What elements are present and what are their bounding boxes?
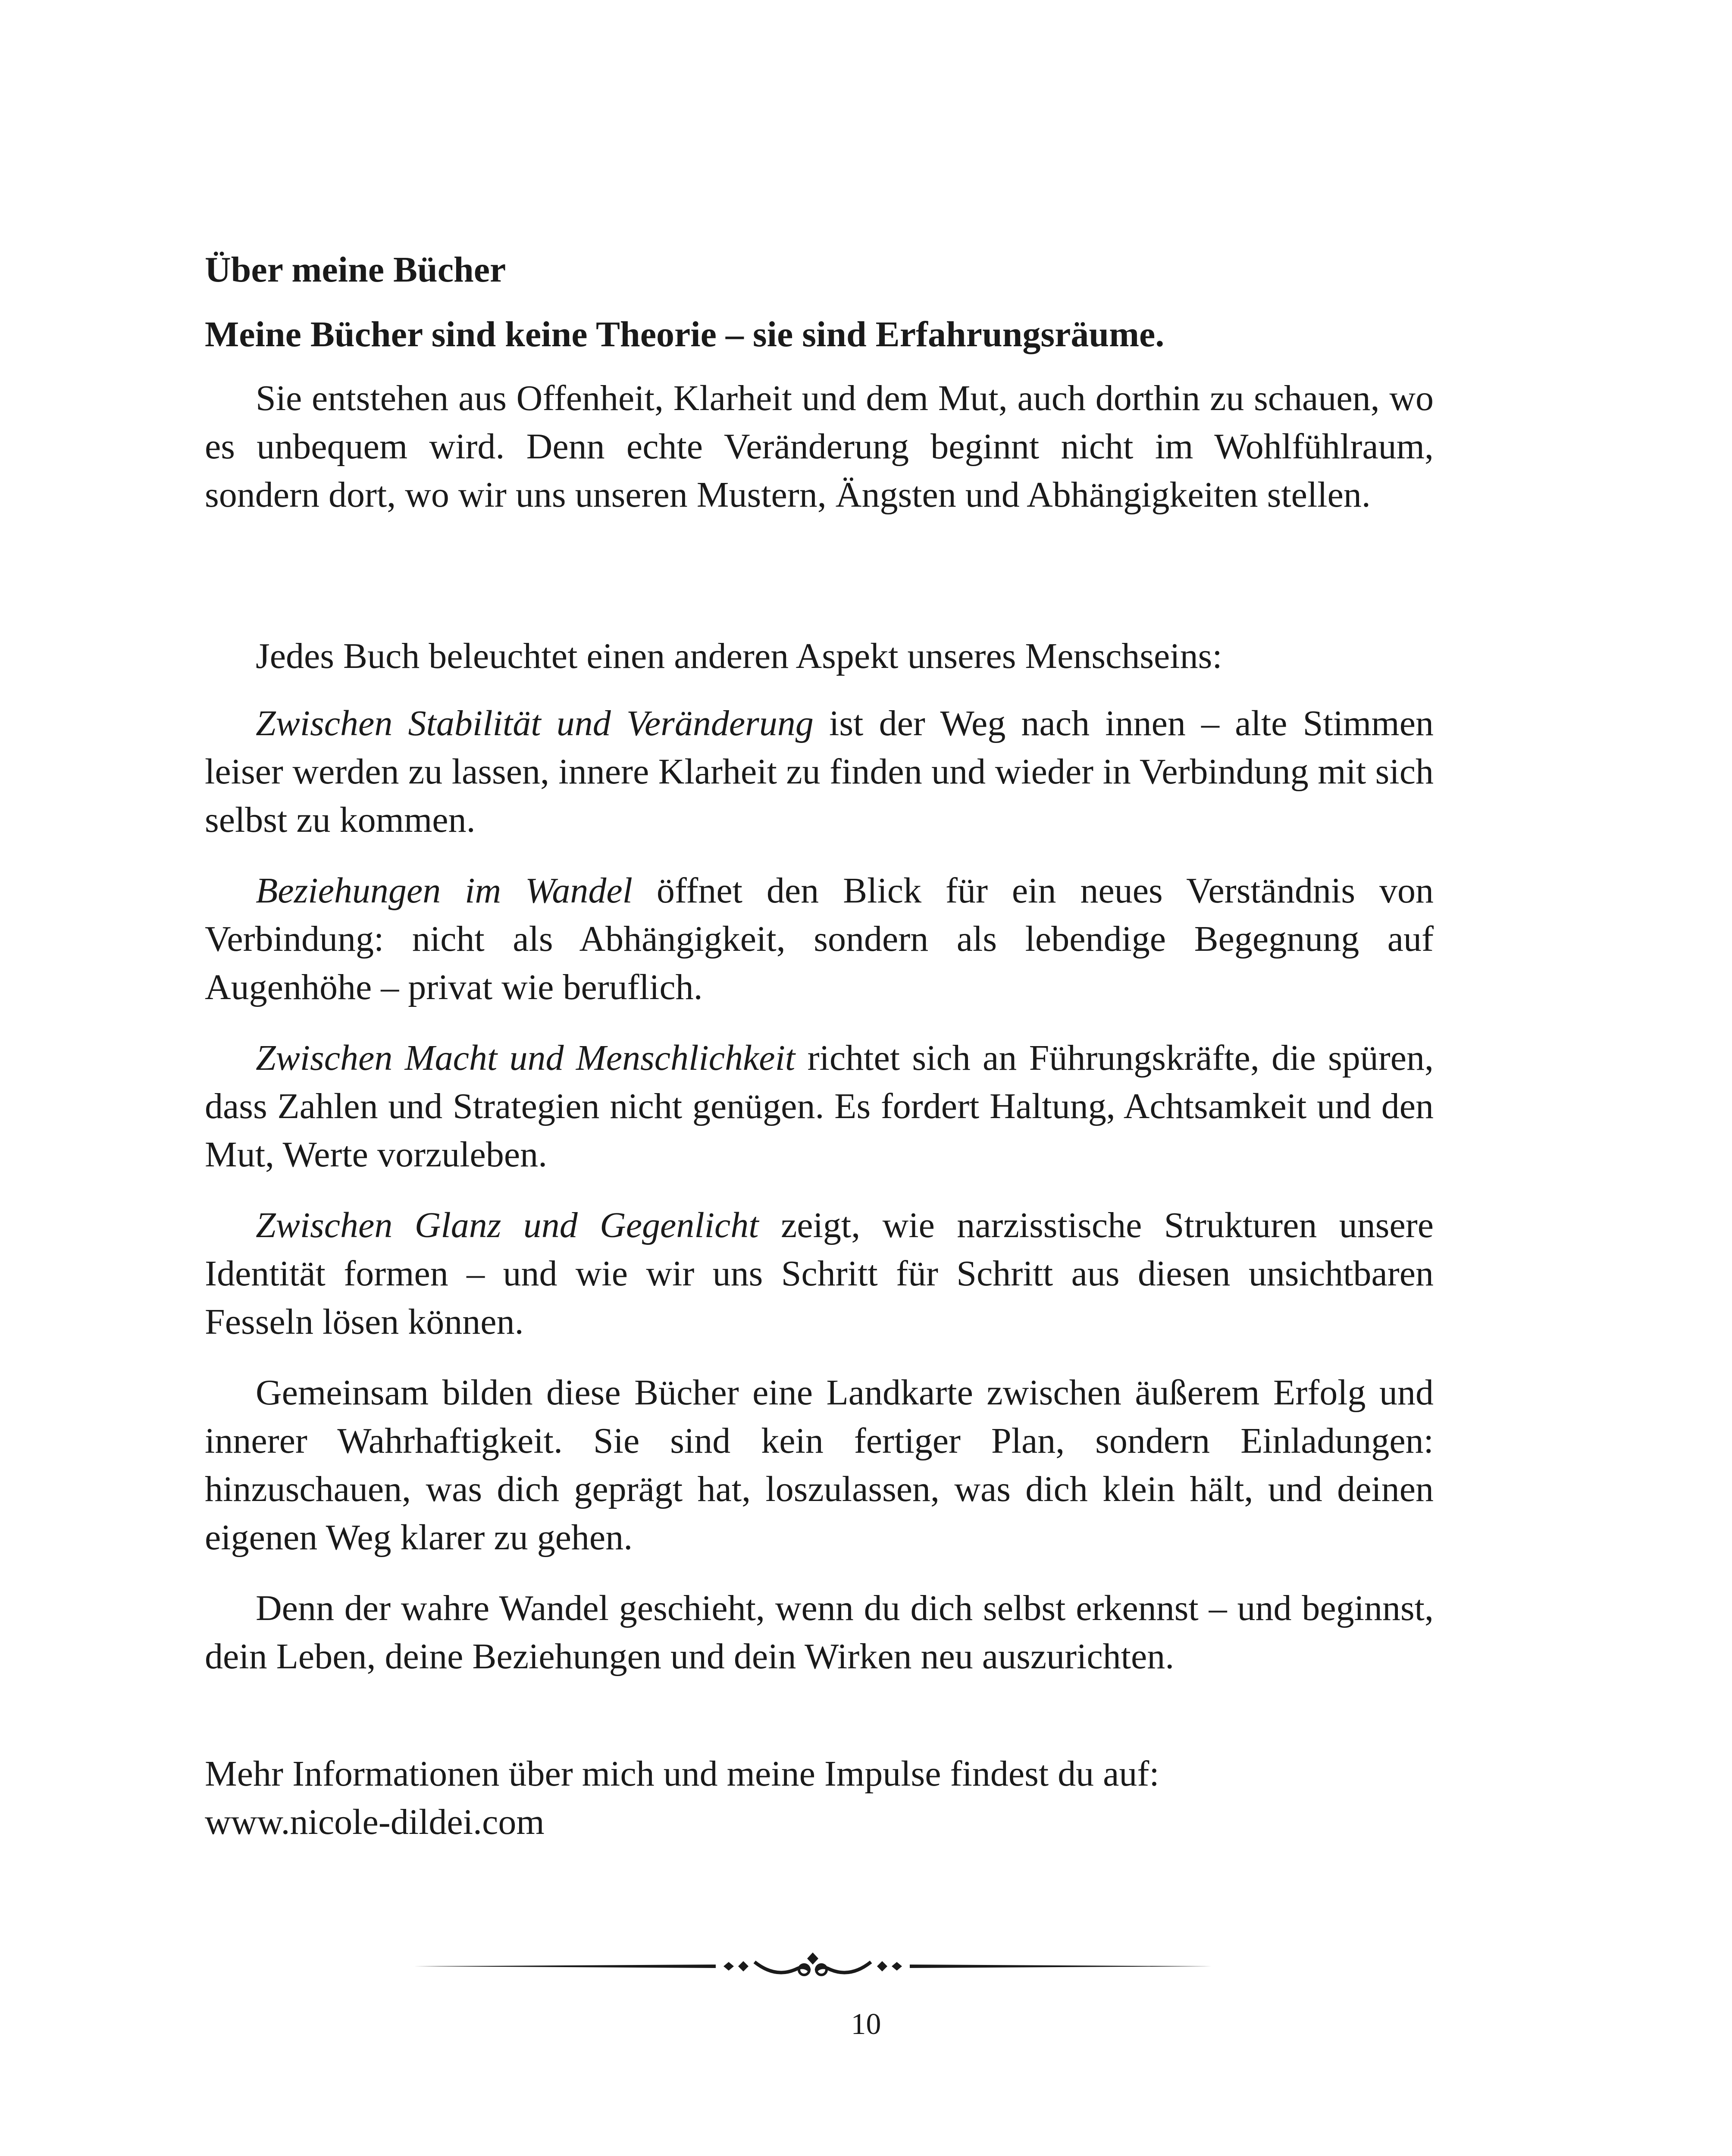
book-text-1: ist der Weg nach innen – alte Stimmen leiser werden zu lassen, innere Klarheit zu finden und wieder in Verbindung mit sich selbst zu kommen. <box>205 703 1434 840</box>
more-info <box>205 1750 1434 1846</box>
book-text-2: öffnet den Blick für ein neues Verständnis von Verbindung: nicht als Abhängigkeit, sondern als lebendige Begegnung auf Augenhöhe – privat wie beruflich. <box>205 871 1434 1007</box>
book-text-4: zeigt, wie narzisstische Strukturen unsere Identität formen – und wie wir uns Schritt für Schritt aus diesen unsichtbaren Fesseln lösen können. <box>205 1205 1434 1342</box>
summary-paragraph: Gemeinsam bilden diese Bücher eine Landkarte zwischen äußerem Erfolg und innerer Wahrhaftigkeit. Sie sind kein fertiger Plan, sondern Einladungen: hinzuschauen, was dich geprägt hat, loszulassen, was dich klein hält, und deinen eigenen Weg klarer zu gehen. <box>205 1373 1434 1557</box>
closing-paragraph: Denn der wahre Wandel geschieht, wenn du dich selbst erkennst – und beginnst, dein Leben, deine Beziehungen und dein Wirken neu auszurichten. <box>205 1588 1434 1677</box>
book-text-3: richtet sich an Führungskräfte, die spüren, dass Zahlen und Strategien nicht genügen. Es fordert Haltung, Achtsamkeit und den Mut, Werte vorzuleben. <box>205 1038 1434 1175</box>
book-title-3: Zwischen Macht und Menschlichkeit <box>256 1038 796 1078</box>
book-paragraph-2 <box>205 867 1434 1012</box>
section-heading: Über meine Bücher <box>205 250 506 290</box>
more-info-text: Mehr Informationen über mich und meine Impulse findest du auf: <box>205 1754 1159 1794</box>
book-paragraph-4 <box>205 1201 1434 1346</box>
section-subheading: Meine Bücher sind keine Theorie – sie sind Erfahrungsräume. <box>205 314 1165 354</box>
intro-paragraph: Sie entstehen aus Offenheit, Klarheit und dem Mut, auch dorthin zu schauen, wo es unbequem wird. Denn echte Veränderung beginnt nicht im Wohlfühlraum, sondern dort, wo wir uns unseren Mustern, Ängsten und Abhängigkeiten stellen. <box>205 378 1434 515</box>
book-title-4: Zwischen Glanz und Gegenlicht <box>256 1205 759 1245</box>
book-paragraph-3 <box>205 1034 1434 1179</box>
page-number: 10 <box>851 2008 881 2041</box>
book-title-2: Beziehungen im Wandel <box>256 871 633 911</box>
book-paragraph-1 <box>205 699 1434 844</box>
website-link[interactable]: www.nicole-dildei.com <box>205 1802 545 1842</box>
decorative-divider-icon <box>414 1949 1212 1984</box>
books-intro: Jedes Buch beleuchtet einen anderen Aspekt unseres Menschseins: <box>256 636 1222 676</box>
book-title-1: Zwischen Stabilität und Veränderung <box>256 703 814 743</box>
page-content <box>205 246 1434 1846</box>
